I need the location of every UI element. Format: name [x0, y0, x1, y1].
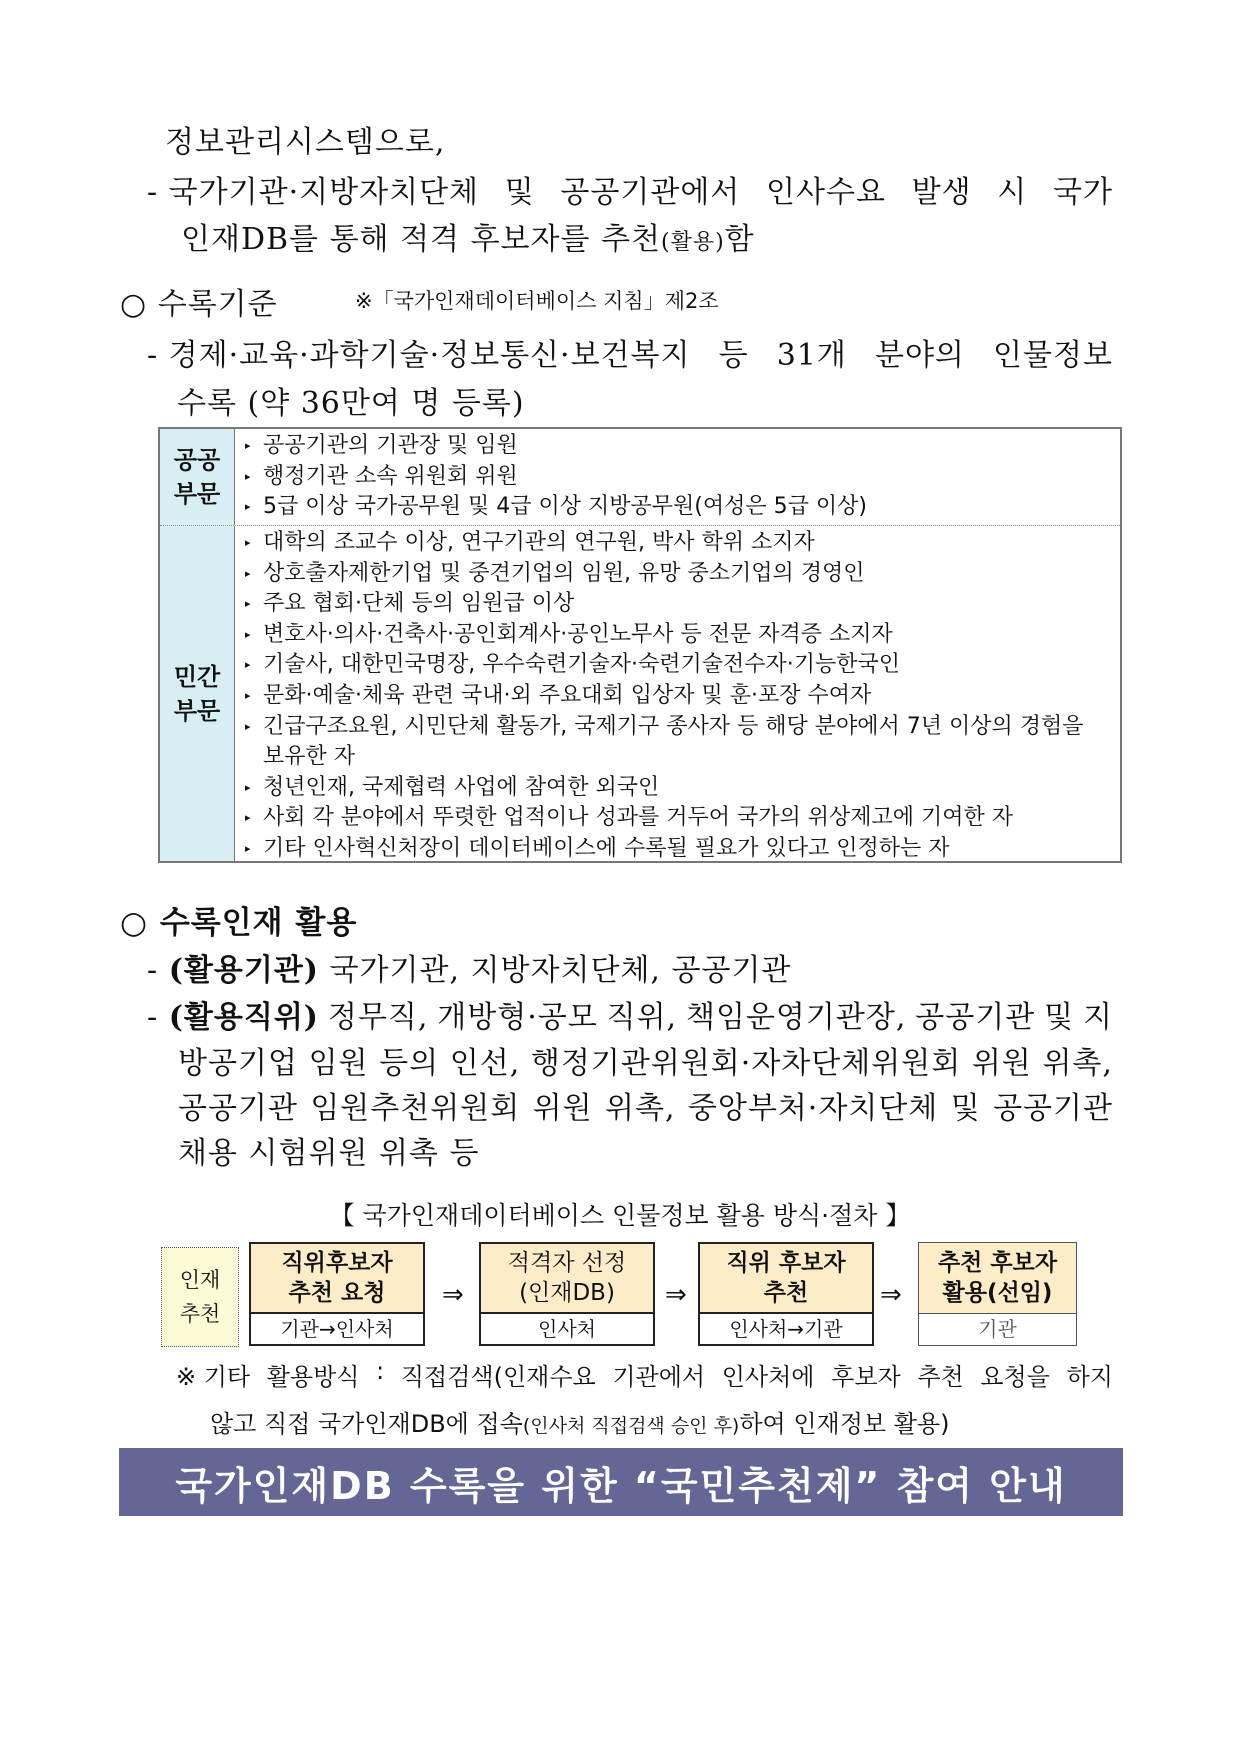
flow-step-3	[698, 1242, 874, 1346]
item-text: 5급 이상 국가공무원 및 4급 이상 지방공무원(여성은 5급 이상)	[263, 494, 867, 520]
word: 공공기관	[993, 1091, 1113, 1126]
bullet-icon: ▸	[245, 719, 251, 733]
usage-positions-line2	[178, 1038, 1113, 1082]
step-actor: 인사처→기관	[698, 1314, 874, 1346]
word: - 국가기관·지방자치단체	[147, 175, 480, 210]
word: 및	[504, 175, 535, 210]
criteria-desc-line1	[147, 330, 1113, 374]
step-box	[698, 1242, 874, 1314]
word: :	[376, 1357, 385, 1385]
word: 등	[718, 338, 749, 373]
criteria-item	[245, 803, 1084, 834]
word: 후보자	[831, 1363, 901, 1391]
usage-heading: ○ 수록인재 활용	[120, 905, 358, 941]
flow-step-1	[249, 1242, 425, 1346]
item-text: 행정기관 소속 위원회 위원	[263, 463, 518, 489]
bullet-icon: ▸	[245, 658, 251, 672]
item-text: 청년인재, 국제협력 사업에 참여한 외국인	[263, 774, 660, 800]
agencies-label: (활용기관)	[168, 953, 319, 988]
usage-positions-line4: 채용 시험위원 위촉 등	[178, 1136, 480, 1171]
word: 위촉,	[1042, 1046, 1113, 1081]
usage-positions-line1	[147, 992, 1113, 1036]
other-note-line1	[176, 1357, 1113, 1392]
criteria-item	[245, 492, 867, 523]
criteria-item	[245, 712, 1084, 743]
label-bottom: 부문	[173, 696, 221, 725]
item-text: 대학의 조교수 이상, 연구기관의 연구원, 박사 학위 소지자	[263, 530, 815, 555]
word: 직접검색(인재수요	[400, 1363, 596, 1391]
public-sector-items	[235, 429, 867, 525]
item-text: 상호출자제한기업 및 중견기업의 임원, 유망 중소기업의 경영인	[263, 560, 865, 586]
criteria-item	[245, 559, 1084, 590]
word: 인물정보	[993, 338, 1113, 373]
note-text: 않고 직접 국가인재DB에 접속	[210, 1410, 523, 1438]
word: 인선,	[449, 1046, 521, 1081]
other-note-line2	[210, 1404, 949, 1439]
word: 정무직,	[327, 1000, 429, 1035]
public-sector-label	[160, 429, 235, 525]
criteria-table	[158, 427, 1122, 863]
intro-text: 인재DB를 통해 적격 후보자를 추천	[181, 222, 661, 257]
step-line2: 추천	[763, 1280, 809, 1306]
bullet-icon: ▸	[245, 500, 251, 514]
word: 시	[997, 175, 1028, 210]
word: 분야의	[874, 338, 965, 373]
criteria-note: ※「국가인재데이터베이스 지침」제2조	[355, 289, 719, 313]
bullet-icon: ▸	[245, 536, 251, 549]
word: 개방형·공모	[437, 1000, 598, 1035]
word: 인사수요	[766, 175, 886, 210]
word: 발생	[911, 175, 972, 210]
word: 공공기관	[178, 1091, 298, 1126]
item-text: 주요 협회·단체 등의 임원급 이상	[263, 591, 575, 617]
word: 임원추천위원회	[310, 1091, 521, 1126]
criteria-item	[245, 681, 1084, 712]
step-box	[918, 1242, 1077, 1314]
agencies-text: 국가기관, 지방자치단체, 공공기관	[329, 953, 792, 988]
word: 책임운영기관장,	[685, 1000, 907, 1035]
step-box	[249, 1242, 425, 1314]
stage-top: 인재	[179, 1268, 221, 1292]
word: 및	[950, 1091, 981, 1126]
step-box	[479, 1242, 655, 1314]
flow-arrow-1: ⇒	[442, 1280, 464, 1310]
bullet-icon: ▸	[245, 597, 251, 611]
label-bottom: 부문	[173, 480, 221, 508]
bullet-icon: ▸	[245, 566, 251, 580]
flow-step-4	[918, 1242, 1077, 1346]
item-text: 문화·예술·체육 관련 국내·외 주요대회 입상자 및 훈·포장 수여자	[263, 682, 872, 708]
positions-label: (활용직위)	[168, 1000, 319, 1035]
word: 요청을	[980, 1363, 1050, 1391]
private-sector-items	[235, 526, 1084, 861]
positions-lead: - (활용직위)	[147, 1000, 319, 1035]
criteria-item	[245, 528, 1084, 559]
word: 위원	[971, 1046, 1032, 1081]
word: 임원	[308, 1046, 369, 1081]
bullet-icon: ▸	[245, 627, 251, 641]
word: 하지	[1066, 1363, 1113, 1391]
bullet-icon: ▸	[245, 469, 251, 483]
word: 중앙부처·자치단체	[687, 1091, 939, 1126]
step-line1: 적격자 선정	[507, 1250, 627, 1276]
private-sector-row	[160, 526, 1120, 861]
bullet-icon: ▸	[245, 439, 251, 452]
stage-label	[161, 1247, 239, 1347]
bullet-icon: ▸	[245, 688, 251, 702]
criteria-heading: ○ 수록기준	[120, 287, 278, 322]
usage-agencies	[147, 945, 791, 989]
word: 인사처에	[721, 1363, 815, 1391]
step-line2: 추천 요청	[288, 1280, 386, 1306]
word: 31개	[776, 338, 847, 373]
criteria-desc-line2: 수록 (약 36만여 명 등록)	[177, 386, 525, 421]
label-top: 공공	[173, 446, 221, 474]
word: - 경제·교육·과학기술·정보통신·보건복지	[147, 338, 691, 373]
step-line2: (인재DB)	[519, 1280, 615, 1306]
item-text: 기술사, 대한민국명장, 우수숙련기술자·숙련기술전수자·기능한국인	[263, 652, 901, 678]
bullet-icon: ▸	[245, 780, 251, 794]
stage-bottom: 추천	[179, 1302, 221, 1326]
word: 활용방식	[266, 1363, 360, 1391]
criteria-item	[245, 431, 867, 462]
item-text: 기타 인사혁신처장이 데이터베이스에 수록될 필요가 있다고 인정하는 자	[263, 835, 950, 861]
step-line2: 활용(선임)	[942, 1280, 1053, 1306]
item-text: 변호사·의사·건축사·공인회계사·공인노무사 등 전문 자격증 소지자	[263, 621, 893, 647]
item-text: 사회 각 분야에서 뚜렷한 업적이나 성과를 거두어 국가의 위상제고에 기여한 자	[263, 805, 1013, 831]
intro-small: (활용)	[660, 230, 725, 255]
step-actor: 기관	[918, 1314, 1077, 1346]
criteria-item	[245, 834, 1084, 865]
word: 공공기관에서	[560, 175, 741, 210]
word: 국가	[1052, 175, 1113, 210]
private-sector-label	[160, 526, 235, 861]
public-sector-row	[160, 429, 1120, 526]
word: 방공기업	[178, 1046, 298, 1081]
flow-arrow-2: ⇒	[665, 1280, 687, 1310]
word: 지	[1082, 1000, 1113, 1035]
criteria-item	[245, 650, 1084, 681]
step-line1: 직위후보자	[281, 1250, 393, 1276]
criteria-item	[245, 620, 1084, 651]
usage-positions-line3	[178, 1083, 1113, 1127]
step-actor: 기관→인사처	[249, 1314, 425, 1346]
step-actor: 인사처	[479, 1314, 655, 1346]
dash: -	[147, 953, 169, 988]
recommendation-banner[interactable]: 국가인재DB 수록을 위한 “국민추천제” 참여 안내	[119, 1448, 1123, 1516]
flow-title: 【 국가인재데이터베이스 인물정보 활용 방식·절차 】	[329, 1201, 911, 1230]
intro-line1: 정보관리시스템으로,	[165, 125, 446, 160]
word: 위촉,	[604, 1091, 676, 1126]
flow-step-2	[479, 1242, 655, 1346]
item-text: 공공기관의 기관장 및 임원	[263, 433, 518, 458]
note-suffix: 하여 인재정보 활용)	[739, 1410, 950, 1438]
word: 및	[1044, 1000, 1075, 1035]
intro-bullet-line1	[147, 167, 1113, 211]
word: 등의	[379, 1046, 440, 1081]
criteria-item	[245, 773, 1084, 804]
criteria-item	[245, 462, 867, 493]
item-text: 긴급구조요원, 시민단체 활동가, 국제기구 종사자 등 해당 분야에서 7년 이상의 경험을	[263, 713, 1084, 739]
bullet-icon: ▸	[245, 841, 251, 855]
flow-arrow-3: ⇒	[880, 1280, 902, 1310]
word: 직위,	[606, 1000, 678, 1035]
intro-suffix: 함	[724, 222, 755, 257]
label-top: 민간	[173, 662, 221, 691]
word: 공공기관	[915, 1000, 1036, 1035]
step-line1: 추천 후보자	[937, 1250, 1058, 1276]
bullet-icon: ▸	[245, 811, 251, 825]
criteria-item-continuation: 보유한 자	[263, 744, 356, 770]
word: 기관에서	[612, 1363, 706, 1391]
word: ※ 기타	[176, 1363, 251, 1391]
word: 행정기관위원회·자차단체위원회	[530, 1046, 962, 1081]
criteria-item	[245, 589, 1084, 620]
intro-bullet-line2	[181, 214, 755, 258]
word: 추천	[917, 1363, 964, 1391]
step-line1: 직위 후보자	[726, 1250, 846, 1276]
word: 위원	[532, 1091, 593, 1126]
note-small: (인사처 직접검색 승인 후)	[522, 1415, 740, 1437]
